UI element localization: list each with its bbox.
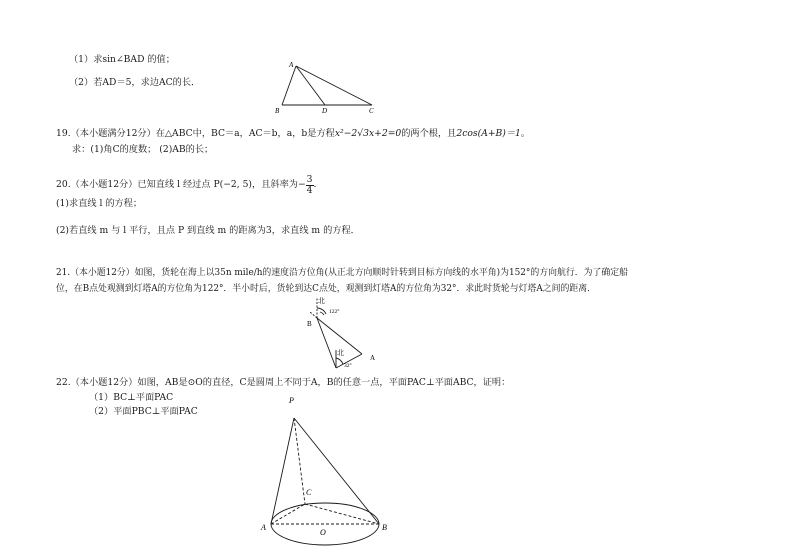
q22-part1: （1）BC⊥平面PAC	[89, 392, 174, 403]
q19-condition: 2cos(A+B)＝1	[456, 128, 521, 139]
q22-label-p: P	[289, 396, 294, 405]
q20-slope-sign: −	[297, 179, 306, 190]
q18-label-b: B	[275, 107, 280, 115]
q20-slope-numerator: 3	[306, 173, 313, 185]
q21-navigation-figure	[298, 294, 388, 374]
q21-label-b: B	[307, 320, 312, 328]
q22-part2: （2）平面PBC⊥平面PAC	[89, 406, 198, 417]
q19-text-a: 19.（本小题满分12分）在△ABC中，BC＝a，AC＝b，a，b是方程	[56, 128, 335, 139]
q19-text-end: 。	[520, 128, 531, 139]
q22-label-b: B	[382, 523, 387, 532]
q18-label-d: D	[322, 107, 328, 115]
q19-line1	[56, 128, 530, 140]
q18-label-c: C	[369, 107, 374, 115]
q21-label-north-c: 北	[337, 349, 344, 357]
q21-label-north-b: 北	[318, 297, 325, 305]
q22-line1: 22.（本小题12分）如图，AB是⊙O的直径，C是圆周上不同于A，B的任意一点，平面PAC⊥平面ABC，证明：	[56, 377, 511, 388]
q18-part1: （1）求sin∠BAD 的值；	[69, 54, 175, 65]
q20-slope-fraction	[306, 175, 314, 196]
q20-text-end: .	[313, 179, 317, 190]
q20-part1: (1)求直线 l 的方程；	[56, 198, 143, 209]
q21-label-angle-32: 32°	[344, 363, 352, 369]
q22-label-o: O	[320, 528, 326, 537]
q21-label-a: A	[370, 354, 376, 362]
q20-text-a: 20.（本小题12分）已知直线 l 经过点 P(−2, 5)，且斜率为	[56, 179, 298, 190]
q19-equation: x²−2√3x+2=0	[334, 128, 402, 139]
q18-label-a: A	[289, 61, 294, 69]
q20-part2: (2)若直线 m 与 l 平行，且点 P 到直线 m 的距离为3，求直线 m 的方程．	[56, 225, 360, 236]
q22-geometry-figure	[255, 390, 395, 560]
q20-slope-denominator: 4	[306, 184, 313, 196]
q21-line1: 21.（本小题12分）如图，货轮在海上以35n mile/h的速度沿方位角(从正北方向顺时针转到目标方向线的水平角)为152°的方向航行．为了确定船	[56, 268, 628, 278]
q19-line2: 求：(1)角C的度数； (2)AB的长；	[72, 144, 214, 155]
q21-line2: 位，在B点处观测到灯塔A的方位角为122°．半小时后，货轮到达C点处，观测到灯塔A的方位角为32°．求此时货轮与灯塔A之间的距离．	[56, 284, 597, 294]
q21-label-angle-122: 122°	[329, 309, 340, 315]
q20-line1	[56, 174, 316, 196]
q18-triangle-figure	[270, 58, 390, 118]
q22-label-a: A	[261, 523, 266, 532]
q22-label-c: C	[306, 488, 312, 497]
q19-text-b: 的两个根，且	[401, 128, 457, 139]
q18-part2: （2）若AD＝5，求边AC的长．	[69, 77, 201, 88]
